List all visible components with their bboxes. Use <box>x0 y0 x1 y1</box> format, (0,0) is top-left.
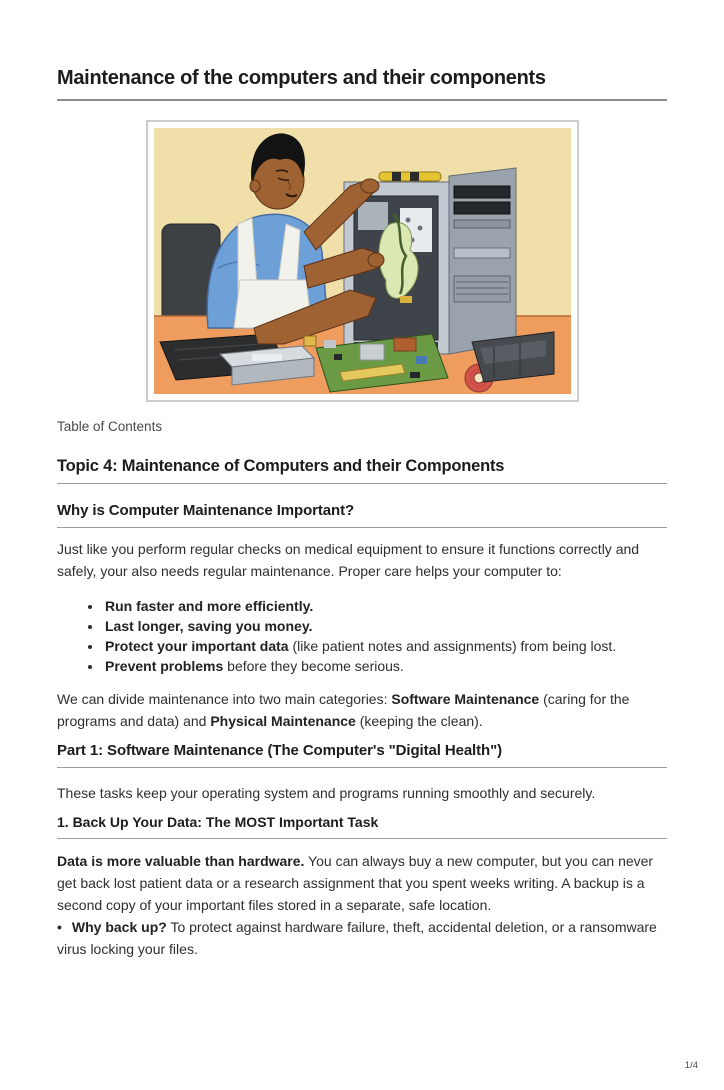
drive-bay <box>454 202 510 214</box>
page-number: 1/4 <box>684 1060 698 1071</box>
benefit-item: • Last longer, saving you money. <box>103 616 667 636</box>
categories-paragraph: We can divide maintenance into two main categories: Software Maintenance (caring for the programs and data) and Physical Maintenance (keeping the clean). <box>57 691 630 729</box>
table-of-contents-label: Table of Contents <box>57 419 163 434</box>
part1-intro-paragraph: These tasks keep your operating system and programs running smoothly and securely. <box>57 785 596 801</box>
technician-hand <box>368 253 384 267</box>
illustration-frame <box>146 120 579 402</box>
vent-grille <box>454 276 510 302</box>
chip <box>410 372 420 378</box>
psu-bracket <box>358 202 388 230</box>
why-important-heading: Why is Computer Maintenance Important? <box>57 502 355 519</box>
screwdriver <box>379 172 441 181</box>
benefit-item: • Run faster and more efficiently. <box>103 596 667 616</box>
benefits-list <box>57 596 667 676</box>
cpu <box>360 344 384 360</box>
benefit-item: • Protect your important data (like patient notes and assignments) from being lost. <box>103 636 667 656</box>
port <box>416 356 427 364</box>
section-rule <box>57 527 667 528</box>
page-title: Maintenance of the computers and their components <box>57 67 546 89</box>
document-page <box>0 66 724 960</box>
backup-paragraph: Data is more valuable than hardware. You can always buy a new computer, but you can never get back lost patient data or a research assignment that you spent weeks writing. A backup is a second copy of your important files stored in a separate, safe location. <box>57 853 654 913</box>
ear <box>250 180 260 192</box>
section-rule <box>57 483 667 484</box>
technician-hand <box>361 179 379 193</box>
section-rule <box>57 767 667 768</box>
connector <box>400 296 412 303</box>
yellow-connector <box>304 336 316 346</box>
drive-bay <box>454 186 510 198</box>
drive-bay-blank <box>454 220 510 228</box>
computer-repair-illustration <box>154 128 571 394</box>
part1-heading: Part 1: Software Maintenance (The Computer's "Digital Health") <box>57 742 502 759</box>
heatsink <box>394 338 416 351</box>
chip <box>334 354 342 360</box>
intro-paragraph: Just like you perform regular checks on medical equipment to ensure it functions correctly and safely, your also needs regular maintenance. Proper care helps your computer to: <box>57 541 640 579</box>
front-slot <box>454 248 510 258</box>
section-rule <box>57 838 667 839</box>
title-rule <box>57 99 667 101</box>
backup-heading: 1. Back Up Your Data: The MOST Important Task <box>57 814 379 830</box>
benefit-item: • Prevent problems before they become serious. <box>103 656 667 676</box>
why-backup-bullet: • Why back up? To protect against hardware failure, theft, accidental deletion, or a ransomware virus locking your files. <box>57 916 667 960</box>
io-port <box>324 340 336 348</box>
topic-heading: Topic 4: Maintenance of Computers and their Components <box>57 457 505 475</box>
